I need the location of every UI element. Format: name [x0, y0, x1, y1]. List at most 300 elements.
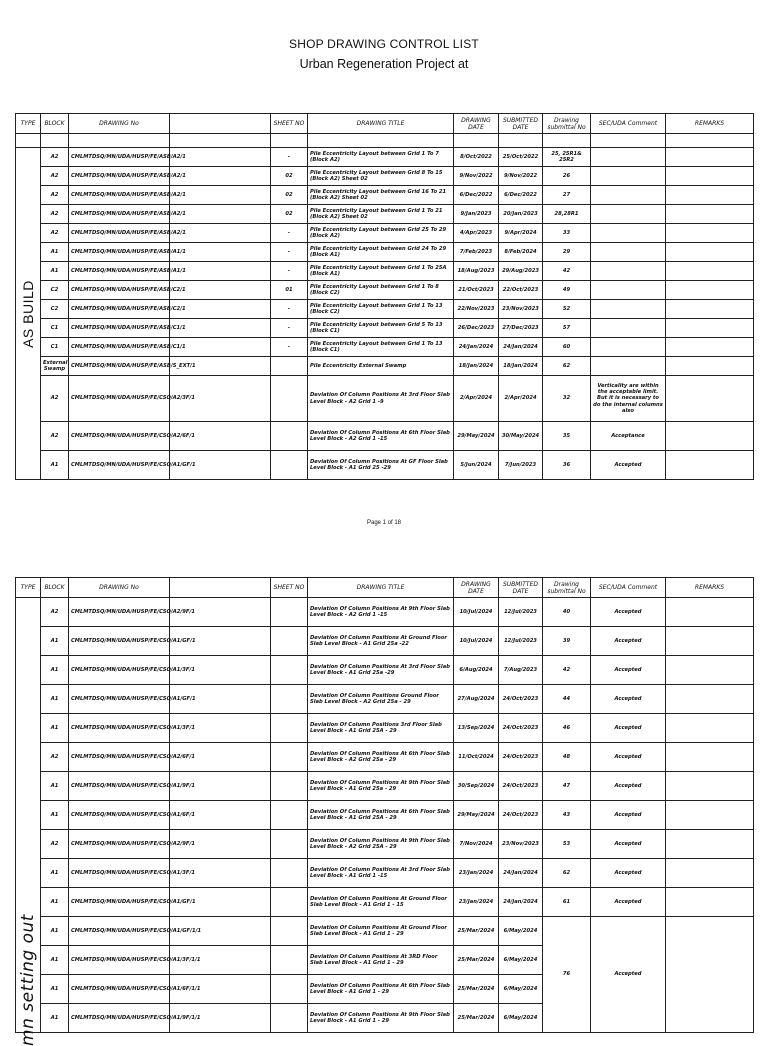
block-cell: A2	[41, 743, 69, 772]
table-row	[16, 300, 754, 319]
drawing-no-cell: CMLMTDSQ/MN/UDA/HUSP/FE/CSO/A1/6F/1	[69, 801, 170, 830]
drawing-title-cell: Deviation Of Column Positions At 3RD Floor Slab Level Block - A1 Grid 1 - 29	[308, 946, 454, 975]
table-row	[16, 888, 754, 917]
table-row	[16, 627, 754, 656]
table-row	[16, 148, 754, 167]
remarks-cell	[666, 376, 754, 422]
remarks-cell	[666, 338, 754, 357]
drawing-no-cell: CMLMTDSQ/MN/UDA/HUSP/FE/CSO/A1/3F/1	[69, 714, 170, 743]
comment-cell	[591, 319, 666, 338]
drawing-title-cell: Deviation Of Column Positions 3rd Floor Slab Level Block - A1 Grid 25A - 29	[308, 714, 454, 743]
submittal-no-cell: 44	[543, 685, 591, 714]
sheet-no-cell	[271, 451, 308, 480]
block-cell: A1	[41, 714, 69, 743]
submitted-date-cell: 24/Jan/2024	[499, 859, 543, 888]
column-header: DRAWING No	[69, 578, 170, 598]
submitted-date-cell: 23/Nov/2023	[499, 830, 543, 859]
drawing-title-cell: Deviation Of Column Positions At 9th Floor Slab Level Block - A2 Grid 25A - 29	[308, 830, 454, 859]
drawing-no-cell: CMLMTDSQ/MN/UDA/HUSP/FE/ASB/A2/1	[69, 148, 170, 167]
submittal-no-cell: 53	[543, 830, 591, 859]
remarks-cell	[666, 917, 754, 1033]
sheet-no-cell	[271, 357, 308, 376]
submittal-no-cell: 57	[543, 319, 591, 338]
comment-cell: Accepted	[591, 598, 666, 627]
drawing-no-cell: CMLMTDSQ/MN/UDA/HUSP/FE/ASB/A2/1	[69, 167, 170, 186]
empty-cell	[499, 134, 543, 148]
submitted-date-cell: 24/Oct/2023	[499, 772, 543, 801]
block-cell: C1	[41, 319, 69, 338]
table-header-row	[16, 114, 754, 134]
comment-cell	[591, 148, 666, 167]
remarks-cell	[666, 281, 754, 300]
empty-cell	[271, 134, 308, 148]
drawing-no-cell: CMLMTDSQ/MN/UDA/HUSP/FE/ASB/C1/1	[69, 338, 170, 357]
submittal-no-cell: 39	[543, 627, 591, 656]
drawing-date-cell: 6/Dec/2022	[454, 186, 499, 205]
sheet-no-cell: -	[271, 148, 308, 167]
drawing-no-cell: CMLMTDSQ/MN/UDA/HUSP/FE/CSO/A1/GF/1	[69, 685, 170, 714]
remarks-cell	[666, 148, 754, 167]
drawing-no-cell: CMLMTDSQ/MN/UDA/HUSP/FE/CSO/A1/3F/1	[69, 656, 170, 685]
comment-cell: Accepted	[591, 772, 666, 801]
drawing-title-cell: Deviation Of Column Positions At 6th Floor Slab Level Block - A1 Grid 25A - 29	[308, 801, 454, 830]
drawing-title-cell: Pile Eccentricity Layout between Grid 5 To 13 (Block C1)	[308, 319, 454, 338]
drawing-date-cell: 21/Oct/2023	[454, 281, 499, 300]
control-table-page-2	[15, 577, 753, 1046]
submittal-no-cell: 48	[543, 743, 591, 772]
sheet-no-cell	[271, 422, 308, 451]
column-header: DRAWING TITLE	[308, 578, 454, 598]
submitted-date-cell: 24/Oct/2023	[499, 801, 543, 830]
drawing-no-cell: CMLMTDSQ/MN/UDA/HUSP/FE/CSO/A2/6F/1	[69, 422, 170, 451]
sheet-no-cell	[271, 801, 308, 830]
comment-cell	[591, 338, 666, 357]
sheet-no-cell: -	[271, 262, 308, 281]
drawing-no-cell: CMLMTDSQ/MN/UDA/HUSP/FE/CSO/A1/9F/1/1	[69, 1004, 170, 1033]
submitted-date-cell: 8/Feb/2024	[499, 243, 543, 262]
block-cell: A1	[41, 772, 69, 801]
drawing-title-cell: Deviation Of Column Positions At 6th Floor Slab Level Block - A1 Grid 1 - 29	[308, 975, 454, 1004]
sheet-no-cell: 02	[271, 167, 308, 186]
empty-cell	[591, 134, 666, 148]
block-cell: External Swamp	[41, 357, 69, 376]
submittal-no-cell: 25, 25R1& 25R2	[543, 148, 591, 167]
submittal-no-cell: 60	[543, 338, 591, 357]
sheet-no-cell: 02	[271, 205, 308, 224]
sheet-no-cell	[271, 743, 308, 772]
drawing-no-cell: CMLMTDSQ/MN/UDA/HUSP/FE/CSO/A2/6F/1	[69, 743, 170, 772]
table-row	[16, 714, 754, 743]
block-cell: A2	[41, 186, 69, 205]
drawing-title-cell: Pile Eccentricity Layout between Grid 24 To 29 (Block A1)	[308, 243, 454, 262]
remarks-cell	[666, 243, 754, 262]
block-cell: A1	[41, 859, 69, 888]
submittal-no-cell: 46	[543, 714, 591, 743]
table-row	[16, 224, 754, 243]
column-header: BLOCK	[41, 578, 69, 598]
submitted-date-cell: 23/Nov/2023	[499, 300, 543, 319]
submitted-date-cell: 6/Dec/2022	[499, 186, 543, 205]
table-row	[16, 338, 754, 357]
drawing-date-cell: 25/Mar/2024	[454, 975, 499, 1004]
remarks-cell	[666, 205, 754, 224]
spacer-row	[16, 134, 754, 148]
table-row	[16, 451, 754, 480]
page-number: Page 1 of 18	[366, 520, 402, 526]
comment-cell: Acceptance	[591, 422, 666, 451]
submitted-date-cell: 27/Dec/2023	[499, 319, 543, 338]
column-header: REMARKS	[666, 578, 754, 598]
empty-cell	[16, 134, 41, 148]
submittal-no-cell: 29	[543, 243, 591, 262]
empty-cell	[41, 134, 69, 148]
submittal-no-cell: 49	[543, 281, 591, 300]
table-row	[16, 801, 754, 830]
submittal-no-cell: 43	[543, 801, 591, 830]
sheet-no-cell: -	[271, 224, 308, 243]
block-cell: A2	[41, 148, 69, 167]
drawing-no-cell: CMLMTDSQ/MN/UDA/HUSP/FE/ASB/A1/1	[69, 262, 170, 281]
sheet-no-cell	[271, 376, 308, 422]
comment-cell	[591, 205, 666, 224]
drawing-no-cell: CMLMTDSQ/MN/UDA/HUSP/FE/ASB/A1/1	[69, 243, 170, 262]
remarks-cell	[666, 422, 754, 451]
drawing-title-cell: Pile Eccentricity Layout between Grid 1 To 7 (Block A2)	[308, 148, 454, 167]
table-row	[16, 859, 754, 888]
comment-cell	[591, 262, 666, 281]
submittal-no-cell: 42	[543, 656, 591, 685]
drawing-date-cell: 24/Jan/2024	[454, 338, 499, 357]
drawing-title-cell: Deviation Of Column Positions At 9th Floor Slab Level Block - A1 Grid 25a - 29	[308, 772, 454, 801]
drawing-no-cell: CMLMTDSQ/MN/UDA/HUSP/FE/CSO/A1/GF/1	[69, 451, 170, 480]
column-header: DRAWING TITLE	[308, 114, 454, 134]
submittal-no-cell: 40	[543, 598, 591, 627]
sheet-no-cell	[271, 656, 308, 685]
drawing-title-cell: Deviation Of Column Positions At 9th Floor Slab Level Block - A1 Grid 1 - 29	[308, 1004, 454, 1033]
submitted-date-cell: 30/May/2024	[499, 422, 543, 451]
remarks-cell	[666, 685, 754, 714]
sheet-no-cell: -	[271, 300, 308, 319]
drawing-date-cell: 27/Aug/2024	[454, 685, 499, 714]
submittal-no-cell: 35	[543, 422, 591, 451]
table-row	[16, 656, 754, 685]
empty-cell	[543, 134, 591, 148]
drawing-date-cell: 25/Mar/2024	[454, 946, 499, 975]
comment-cell	[591, 186, 666, 205]
column-header: SHEET NO	[271, 114, 308, 134]
submitted-date-cell: 12/Jul/2023	[499, 627, 543, 656]
drawing-title-cell: Pile Eccentricity Layout between Grid 25 To 29 (Block A2)	[308, 224, 454, 243]
document-subtitle: Urban Regeneration Project at	[299, 57, 469, 71]
sheet-no-cell: 01	[271, 281, 308, 300]
sheet-no-cell: -	[271, 243, 308, 262]
column-header: SEC/UDA Comment	[591, 578, 666, 598]
remarks-cell	[666, 357, 754, 376]
comment-cell: Accepted	[591, 830, 666, 859]
comment-cell	[591, 243, 666, 262]
sheet-no-cell	[271, 598, 308, 627]
drawing-date-cell: 5/Jun/2024	[454, 451, 499, 480]
sheet-no-cell: -	[271, 319, 308, 338]
submitted-date-cell: 24/Jan/2024	[499, 888, 543, 917]
comment-cell	[591, 224, 666, 243]
drawing-date-cell: 23/Jan/2024	[454, 859, 499, 888]
block-cell: A1	[41, 685, 69, 714]
remarks-cell	[666, 167, 754, 186]
remarks-cell	[666, 300, 754, 319]
block-cell: A1	[41, 627, 69, 656]
comment-cell: Accepted	[591, 627, 666, 656]
control-table-page-1	[15, 113, 753, 480]
comment-cell	[591, 167, 666, 186]
drawing-title-cell: Pile Eccentricity External Swamp	[308, 357, 454, 376]
drawing-date-cell: 7/Feb/2023	[454, 243, 499, 262]
sheet-no-cell	[271, 772, 308, 801]
table-row	[16, 262, 754, 281]
remarks-cell	[666, 830, 754, 859]
column-header: SUBMITTED DATE	[499, 578, 543, 598]
section-type-label: mn setting out	[17, 913, 38, 1046]
comment-cell: Accepted	[591, 743, 666, 772]
comment-cell: Verticality are within the acceptable limit. But it is necessary to do the internal columns also	[591, 376, 666, 422]
remarks-cell	[666, 224, 754, 243]
column-header: DRAWING DATE	[454, 114, 499, 134]
column-header: REMARKS	[666, 114, 754, 134]
comment-cell: Accepted	[591, 451, 666, 480]
sheet-no-cell	[271, 859, 308, 888]
drawing-date-cell: 2/Apr/2024	[454, 376, 499, 422]
table-header-row	[16, 578, 754, 598]
submitted-date-cell: 25/Oct/2022	[499, 148, 543, 167]
drawing-no-cell: CMLMTDSQ/MN/UDA/HUSP/FE/CSO/A2/3F/1	[69, 376, 170, 422]
comment-cell	[591, 300, 666, 319]
type-cell	[16, 598, 41, 1046]
drawing-title-cell: Pile Eccentricity Layout between Grid 1 To 8 (Block C2)	[308, 281, 454, 300]
block-cell: A2	[41, 167, 69, 186]
drawing-date-cell: 11/Oct/2024	[454, 743, 499, 772]
drawing-date-cell: 13/Sep/2024	[454, 714, 499, 743]
submittal-no-cell: 62	[543, 859, 591, 888]
sheet-no-cell	[271, 888, 308, 917]
submitted-date-cell: 9/Nov/2022	[499, 167, 543, 186]
submitted-date-cell: 18/Jan/2024	[499, 357, 543, 376]
drawing-title-cell: Deviation Of Column Positions At 9th Floor Slab Level Block - A2 Grid 1 -15	[308, 598, 454, 627]
table-row	[16, 281, 754, 300]
submitted-date-cell: 22/Oct/2023	[499, 281, 543, 300]
column-header: SEC/UDA Comment	[591, 114, 666, 134]
block-cell: A2	[41, 224, 69, 243]
comment-cell: Accepted	[591, 685, 666, 714]
drawing-date-cell: 8/Oct/2022	[454, 148, 499, 167]
submitted-date-cell: 24/Jan/2024	[499, 338, 543, 357]
table-row	[16, 422, 754, 451]
drawing-date-cell: 30/Sep/2024	[454, 772, 499, 801]
table-row	[16, 319, 754, 338]
sheet-no-cell: -	[271, 338, 308, 357]
drawing-date-cell: 9/Nov/2022	[454, 167, 499, 186]
block-cell: C1	[41, 338, 69, 357]
comment-cell	[591, 281, 666, 300]
table-row	[16, 685, 754, 714]
table-row	[16, 772, 754, 801]
drawing-date-cell: 18/Aug/2023	[454, 262, 499, 281]
drawing-title-cell: Deviation Of Column Positions At 3rd Floor Slab Level Block - A1 Grid 25a -29	[308, 656, 454, 685]
section-type-label: AS BUILD	[19, 279, 36, 348]
empty-cell	[170, 134, 271, 148]
drawing-date-cell: 26/Dec/2023	[454, 319, 499, 338]
drawing-title-cell: Deviation Of Column Positions At 6th Floor Slab Level Block - A2 Grid 1 -15	[308, 422, 454, 451]
table-row	[16, 186, 754, 205]
sheet-no-cell	[271, 946, 308, 975]
remarks-cell	[666, 772, 754, 801]
submitted-date-cell: 2/Apr/2024	[499, 376, 543, 422]
table-row	[16, 743, 754, 772]
remarks-cell	[666, 859, 754, 888]
remarks-cell	[666, 262, 754, 281]
submitted-date-cell: 24/Oct/2023	[499, 685, 543, 714]
comment-cell: Accepted	[591, 888, 666, 917]
remarks-cell	[666, 598, 754, 627]
column-header	[170, 114, 271, 134]
remarks-cell	[666, 714, 754, 743]
sheet-no-cell	[271, 685, 308, 714]
submittal-no-cell: 26	[543, 167, 591, 186]
comment-cell	[591, 357, 666, 376]
submitted-date-cell: 24/Oct/2023	[499, 714, 543, 743]
submitted-date-cell: 24/Oct/2023	[499, 743, 543, 772]
submittal-no-cell: 36	[543, 451, 591, 480]
drawing-title-cell: Pile Eccentricity Layout between Grid 16 To 21 (Block A2) Sheet 02	[308, 186, 454, 205]
drawing-date-cell: 7/Nov/2024	[454, 830, 499, 859]
column-header: Drawing submittal No	[543, 578, 591, 598]
block-cell: A1	[41, 451, 69, 480]
document-title: SHOP DRAWING CONTROL LIST	[289, 37, 479, 51]
drawing-title-cell: Pile Eccentricity Layout between Grid 1 To 13 (Block C2)	[308, 300, 454, 319]
table-row	[16, 205, 754, 224]
block-cell: A1	[41, 243, 69, 262]
submittal-no-cell: 61	[543, 888, 591, 917]
submitted-date-cell: 9/Apr/2024	[499, 224, 543, 243]
type-cell	[16, 148, 41, 480]
table-row	[16, 376, 754, 422]
drawing-no-cell: CMLMTDSQ/MN/UDA/HUSP/FE/CSO/A1/6F/1/1	[69, 975, 170, 1004]
block-cell: A2	[41, 598, 69, 627]
remarks-cell	[666, 186, 754, 205]
drawing-title-cell: Pile Eccentricity Layout between Grid 8 To 15 (Block A2) Sheet 02	[308, 167, 454, 186]
submittal-no-cell: 42	[543, 262, 591, 281]
drawing-no-cell: CMLMTDSQ/MN/UDA/HUSP/FE/CSO/A1/3F/1/1	[69, 946, 170, 975]
page-header	[0, 37, 768, 72]
drawing-date-cell: 22/Nov/2023	[454, 300, 499, 319]
drawing-no-cell: CMLMTDSQ/MN/UDA/HUSP/FE/CSO/A1/9F/1	[69, 772, 170, 801]
submitted-date-cell: 12/Jul/2023	[499, 598, 543, 627]
block-cell: A2	[41, 376, 69, 422]
column-header: TYPE	[16, 578, 41, 598]
drawing-title-cell: Pile Eccentricity Layout between Grid 1 To 13 (Block C1)	[308, 338, 454, 357]
drawing-no-cell: CMLMTDSQ/MN/UDA/HUSP/FE/ASB/A2/1	[69, 205, 170, 224]
submittal-no-cell: 33	[543, 224, 591, 243]
drawing-no-cell: CMLMTDSQ/MN/UDA/HUSP/FE/ASB/A2/1	[69, 186, 170, 205]
drawing-date-cell: 25/Mar/2024	[454, 1004, 499, 1033]
submittal-no-cell: 27	[543, 186, 591, 205]
table-row	[16, 917, 754, 946]
block-cell: A1	[41, 656, 69, 685]
empty-cell	[69, 134, 170, 148]
block-cell: A2	[41, 830, 69, 859]
remarks-cell	[666, 656, 754, 685]
drawing-title-cell: Deviation Of Column Positions Ground Floor Slab Level Block - A2 Grid 25a - 29	[308, 685, 454, 714]
column-header: SUBMITTED DATE	[499, 114, 543, 134]
remarks-cell	[666, 319, 754, 338]
table-row	[16, 243, 754, 262]
remarks-cell	[666, 451, 754, 480]
block-cell: A2	[41, 422, 69, 451]
comment-cell: Accepted	[591, 714, 666, 743]
column-header	[170, 578, 271, 598]
drawing-title-cell: Pile Eccentricity Layout between Grid 1 To 21 (Block A2) Sheet 02	[308, 205, 454, 224]
sheet-no-cell	[271, 714, 308, 743]
drawing-table	[15, 113, 754, 480]
drawing-date-cell: 29/May/2024	[454, 801, 499, 830]
drawing-date-cell: 10/Jul/2024	[454, 627, 499, 656]
table-row	[16, 598, 754, 627]
block-cell: A1	[41, 917, 69, 946]
drawing-no-cell: CMLMTDSQ/MN/UDA/HUSP/FE/CSO/A2/9F/1	[69, 830, 170, 859]
column-header: BLOCK	[41, 114, 69, 134]
submittal-no-cell: 62	[543, 357, 591, 376]
comment-cell: Accepted	[591, 656, 666, 685]
drawing-date-cell: 9/Jan/2023	[454, 205, 499, 224]
drawing-date-cell: 18/Jan/2024	[454, 357, 499, 376]
block-cell: A1	[41, 888, 69, 917]
submitted-date-cell: 7/Aug/2023	[499, 656, 543, 685]
block-cell: A1	[41, 801, 69, 830]
drawing-no-cell: CMLMTDSQ/MN/UDA/HUSP/FE/ASB/A2/1	[69, 224, 170, 243]
drawing-title-cell: Deviation Of Column Positions At 3rd Floor Slab Level Block - A1 Grid 1 -15	[308, 859, 454, 888]
empty-cell	[308, 134, 454, 148]
submitted-date-cell: 7/Jun/2023	[499, 451, 543, 480]
drawing-title-cell: Pile Eccentricity Layout between Grid 1 To 25A (Block A1)	[308, 262, 454, 281]
submittal-no-cell: 76	[543, 917, 591, 1033]
comment-cell: Accepted	[591, 917, 666, 1033]
table-row	[16, 167, 754, 186]
drawing-no-cell: CMLMTDSQ/MN/UDA/HUSP/FE/ASB/C2/1	[69, 281, 170, 300]
drawing-no-cell: CMLMTDSQ/MN/UDA/HUSP/FE/CSO/A2/9F/1	[69, 598, 170, 627]
empty-cell	[666, 134, 754, 148]
comment-cell: Accepted	[591, 801, 666, 830]
column-header: TYPE	[16, 114, 41, 134]
drawing-no-cell: CMLMTDSQ/MN/UDA/HUSP/FE/ASB/S_EXT/1	[69, 357, 170, 376]
column-header: DRAWING DATE	[454, 578, 499, 598]
drawing-date-cell: 29/May/2024	[454, 422, 499, 451]
drawing-date-cell: 25/Mar/2024	[454, 917, 499, 946]
block-cell: A1	[41, 975, 69, 1004]
sheet-no-cell	[271, 1004, 308, 1033]
drawing-date-cell: 10/Jul/2024	[454, 598, 499, 627]
sheet-no-cell	[271, 830, 308, 859]
drawing-date-cell: 6/Aug/2024	[454, 656, 499, 685]
sheet-no-cell	[271, 975, 308, 1004]
submittal-no-cell: 28,28R1	[543, 205, 591, 224]
drawing-no-cell: CMLMTDSQ/MN/UDA/HUSP/FE/CSO/A1/GF/1/1	[69, 917, 170, 946]
column-header: Drawing submittal No	[543, 114, 591, 134]
sheet-no-cell	[271, 627, 308, 656]
submittal-no-cell: 32	[543, 376, 591, 422]
submitted-date-cell: 6/May/2024	[499, 975, 543, 1004]
drawing-no-cell: CMLMTDSQ/MN/UDA/HUSP/FE/CSO/A1/3F/1	[69, 859, 170, 888]
drawing-title-cell: Deviation Of Column Positions At 6th Floor Slab Level Block - A2 Grid 25a - 29	[308, 743, 454, 772]
drawing-no-cell: CMLMTDSQ/MN/UDA/HUSP/FE/ASB/C2/1	[69, 300, 170, 319]
